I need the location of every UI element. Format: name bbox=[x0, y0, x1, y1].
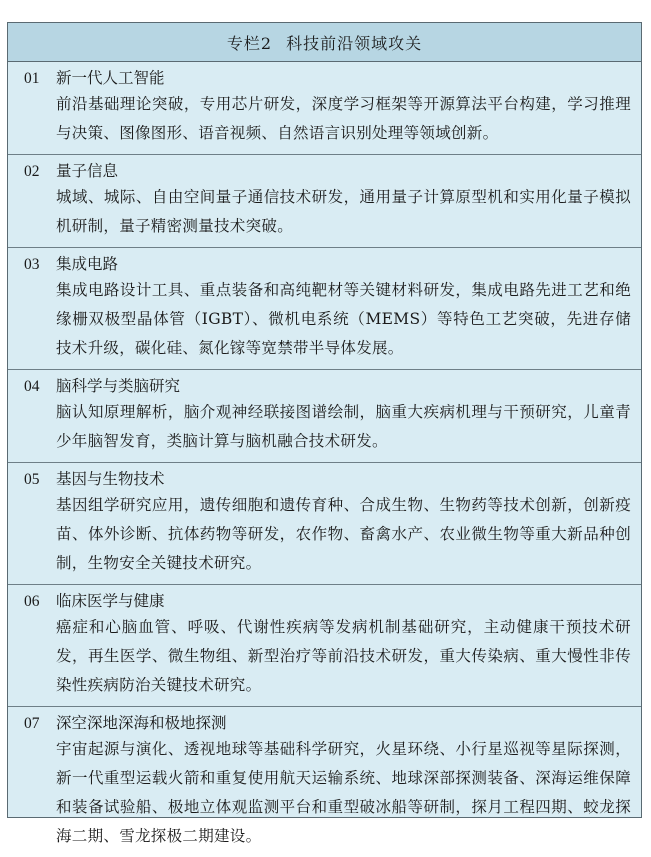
column-number: 专栏2 bbox=[226, 33, 273, 53]
section-number: 02 bbox=[24, 163, 40, 180]
section-number: 04 bbox=[24, 378, 40, 395]
section-body: 癌症和心脑血管、呼吸、代谢性疾病等发病机制基础研究，主动健康干预技术研发，再生医学、微生物组、新型治疗等前沿技术研发，重大传染病、重大慢性非传染性疾病防治关键技术研究。 bbox=[56, 618, 631, 694]
section-body: 基因组学研究应用，遗传细胞和遗传育种、合成生物、生物药等技术创新，创新疫苗、体外诊断、抗体药物等研发，农作物、畜禽水产、农业微生物等重大新品种创制，生物安全关键技术研究。 bbox=[56, 496, 631, 572]
section-03 bbox=[8, 248, 641, 370]
column-box bbox=[7, 22, 642, 845]
section-title: 深空深地深海和极地探测 bbox=[56, 714, 227, 732]
column-title: 科技前沿领域攻关 bbox=[286, 33, 423, 53]
section-title: 基因与生物技术 bbox=[56, 470, 165, 488]
section-title: 脑科学与类脑研究 bbox=[56, 377, 181, 395]
column-header bbox=[8, 23, 641, 62]
section-body: 宇宙起源与演化、透视地球等基础科学研究，火星环绕、小行星巡视等星际探测，新一代重型运载火箭和重复使用航天运输系统、地球深部探测装备、深海运维保障和装备试验船、极地立体观监测平台和重型破冰船等研制，探月工程四期、蛟龙探海二期、雪龙探极二期建设。 bbox=[56, 740, 631, 845]
section-02 bbox=[8, 155, 641, 248]
section-title: 新一代人工智能 bbox=[56, 69, 165, 87]
section-05 bbox=[8, 463, 641, 585]
section-07 bbox=[8, 707, 641, 857]
section-body: 集成电路设计工具、重点装备和高纯靶材等关键材料研发，集成电路先进工艺和绝缘栅双极型晶体管（IGBT）、微机电系统（MEMS）等特色工艺突破，先进存储技术升级，碳化硅、氮化镓等宽禁带半导体发展。 bbox=[56, 281, 631, 357]
section-body: 脑认知原理解析，脑介观神经联接图谱绘制，脑重大疾病机理与干预研究，儿童青少年脑智发育，类脑计算与脑机融合技术研发。 bbox=[56, 403, 631, 450]
section-title: 量子信息 bbox=[56, 162, 119, 180]
section-title: 集成电路 bbox=[56, 255, 119, 273]
section-number: 01 bbox=[24, 70, 40, 87]
section-01 bbox=[8, 62, 641, 155]
section-number: 05 bbox=[24, 471, 40, 488]
section-number: 06 bbox=[24, 593, 40, 610]
section-06 bbox=[8, 585, 641, 707]
section-04 bbox=[8, 370, 641, 463]
section-body: 城域、城际、自由空间量子通信技术研发，通用量子计算原型机和实用化量子模拟机研制，量子精密测量技术突破。 bbox=[56, 188, 631, 235]
section-number: 03 bbox=[24, 256, 40, 273]
section-title: 临床医学与健康 bbox=[56, 592, 165, 610]
section-body: 前沿基础理论突破，专用芯片研发，深度学习框架等开源算法平台构建，学习推理与决策、图像图形、语音视频、自然语言识别处理等领域创新。 bbox=[56, 95, 631, 142]
section-number: 07 bbox=[24, 715, 40, 732]
